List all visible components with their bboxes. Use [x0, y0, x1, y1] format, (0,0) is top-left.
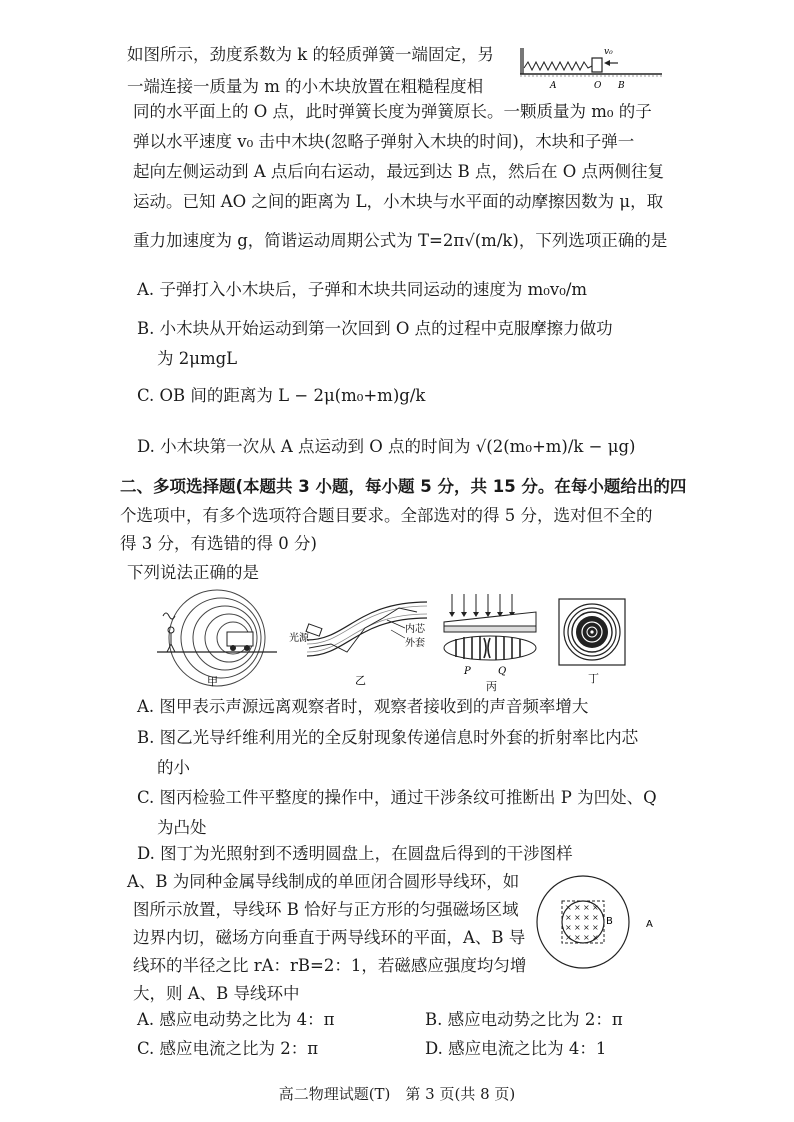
svg-text:×: ×: [574, 913, 581, 922]
figure-label-ding: 丁: [588, 672, 599, 685]
q11-line-3: 边界内切，磁场方向垂直于两导线环的平面，A、B 导: [133, 928, 526, 947]
q9-line-2: 一端连接一质量为 m 的小木块放置在粗糙程度相: [127, 77, 484, 96]
figure-label-inner-core: 内芯: [405, 624, 425, 635]
figure-label-jia: 甲: [207, 675, 218, 688]
fig-label-b: B: [618, 81, 625, 91]
svg-text:×: ×: [592, 933, 599, 942]
svg-text:×: ×: [565, 913, 572, 922]
svg-text:×: ×: [583, 923, 590, 932]
q9-option-a: A. 子弹打入小木块后，子弹和木块共同运动的速度为 m₀v₀/m: [137, 280, 588, 299]
figure-label-outer-cladding: 外套: [405, 638, 425, 649]
q11-line-4: 线环的半径之比 rA：rB=2：1，若磁感应强度均匀增: [133, 956, 527, 975]
q11-option-d: D. 感应电流之比为 4：1: [425, 1039, 607, 1058]
q10-stem: 下列说法正确的是: [127, 563, 259, 582]
svg-text:×: ×: [574, 933, 581, 942]
svg-text:×: ×: [565, 933, 572, 942]
q11-option-b: B. 感应电动势之比为 2：π: [425, 1010, 623, 1029]
svg-text:×: ×: [565, 923, 572, 932]
figure-jia-doppler: [157, 592, 277, 688]
figure-label-p: P: [464, 666, 471, 677]
svg-text:×: ×: [583, 933, 590, 942]
q10-option-d: D. 图丁为光照射到不透明圆盘上，在圆盘后得到的干涉图样: [137, 844, 573, 863]
fig-label-a: A: [550, 81, 557, 91]
figure-bing-thin-film: [440, 592, 540, 693]
figure-label-yi: 乙: [355, 674, 366, 687]
svg-text:×: ×: [583, 903, 590, 912]
svg-text:×: ×: [592, 903, 599, 912]
q9-option-b-line1: B. 小木块从开始运动到第一次回到 O 点的过程中克服摩擦力做功: [137, 319, 613, 338]
spring-block-figure: [516, 40, 666, 92]
q10-option-c-line2: 为凸处: [157, 818, 207, 837]
q9-line-3: 同的水平面上的 O 点，此时弹簧长度为弹簧原长。一颗质量为 m₀ 的子: [133, 102, 652, 121]
q9-line-6: 运动。已知 AO 之间的距离为 L，小木块与水平面的动摩擦因数为 μ，取: [133, 192, 664, 211]
ring-label-b: B: [606, 916, 613, 927]
section-2-line-2: 个选项中，有多个选项符合题目要求。全部选对的得 5 分，选对但不全的: [120, 506, 653, 525]
svg-text:×: ×: [565, 903, 572, 912]
q9-option-b-line2: 为 2μmgL: [157, 349, 238, 368]
fig-label-v0: v₀: [604, 47, 613, 57]
ring-magnetic-field-figure: [532, 872, 662, 972]
q9-line-5: 起向左侧运动到 A 点后向右运动，最远到达 B 点，然后在 O 点两侧往复: [133, 162, 665, 181]
q10-option-b-line2: 的小: [157, 758, 190, 777]
svg-text:×: ×: [574, 923, 581, 932]
section-2-line-3: 得 3 分，有选错的得 0 分): [120, 534, 317, 553]
q11-line-1: A、B 为同种金属导线制成的单匝闭合圆形导线环，如: [127, 872, 520, 891]
svg-text:×: ×: [592, 913, 599, 922]
q10-option-a: A. 图甲表示声源远离观察者时，观察者接收到的声音频率增大: [137, 697, 589, 716]
svg-text:×: ×: [583, 913, 590, 922]
svg-text:×: ×: [592, 923, 599, 932]
page-footer: 高二物理试题(T) 第 3 页(共 8 页): [278, 1085, 516, 1103]
figure-label-bing: 丙: [486, 680, 497, 693]
q11-line-2: 图所示放置，导线环 B 恰好与正方形的匀强磁场区域: [133, 900, 519, 919]
q10-option-b-line1: B. 图乙光导纤维利用光的全反射现象传递信息时外套的折射率比内芯: [137, 728, 639, 747]
figure-yi-optical-fiber: [287, 594, 432, 687]
q9-line-1: 如图所示，劲度系数为 k 的轻质弹簧一端固定，另: [127, 45, 494, 64]
q9-line-7: 重力加速度为 g，简谐运动周期公式为 T=2π√(m/k)，下列选项正确的是: [133, 231, 668, 250]
figure-label-light-source: 光源: [289, 633, 309, 644]
q9-line-4: 弹以水平速度 v₀ 击中木块(忽略子弹射入木块的时间)，木块和子弹一: [133, 132, 635, 151]
q11-option-a: A. 感应电动势之比为 4：π: [137, 1010, 335, 1029]
q10-option-c-line1: C. 图丙检验工件平整度的操作中，通过干涉条纹可推断出 P 为凹处、Q: [137, 788, 657, 807]
figure-ding-diffraction: [558, 598, 628, 684]
q11-option-c: C. 感应电流之比为 2：π: [137, 1039, 319, 1058]
fig-label-o: O: [594, 81, 602, 91]
svg-text:×: ×: [574, 903, 581, 912]
q11-line-5: 大，则 A、B 导线环中: [133, 984, 300, 1003]
q9-option-d: D. 小木块第一次从 A 点运动到 O 点的时间为 √(2(m₀+m)/k − μg): [137, 437, 636, 456]
ring-label-a: A: [646, 919, 653, 930]
figure-label-q: Q: [498, 666, 507, 677]
section-2-line-1: 二、多项选择题(本题共 3 小题，每小题 5 分，共 15 分。在每小题给出的四: [120, 477, 687, 496]
q9-option-c: C. OB 间的距离为 L − 2μ(m₀+m)g/k: [137, 386, 426, 405]
